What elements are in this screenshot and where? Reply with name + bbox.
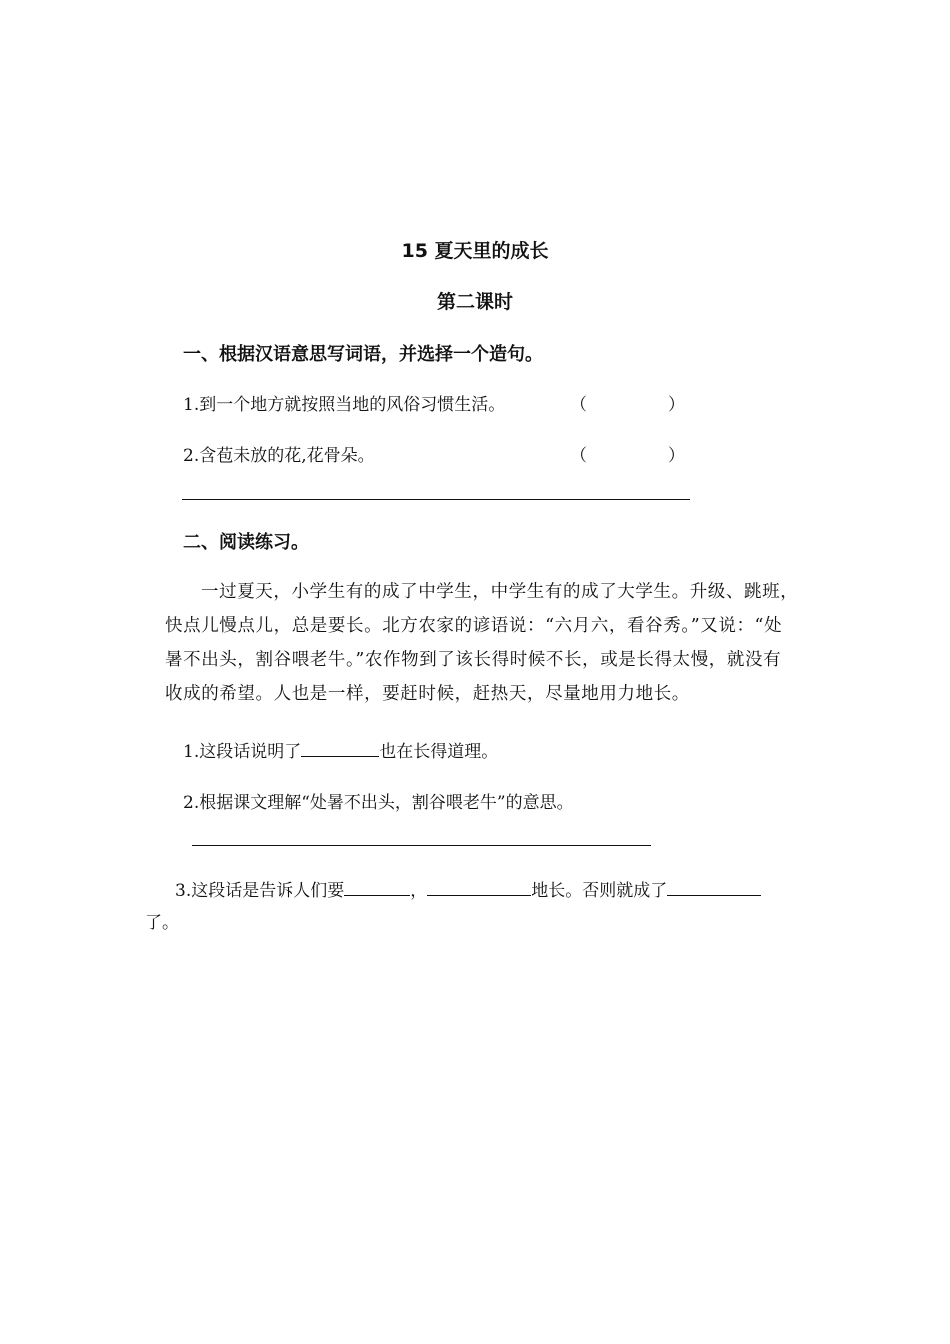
answer-blank	[427, 877, 531, 896]
section1-heading: 一、根据汉语意思写词语，并选择一个造句。	[183, 344, 543, 365]
sentence-answer-line	[182, 499, 690, 500]
answer-blank	[344, 877, 410, 896]
reading-passage	[165, 575, 815, 711]
passage-line: 一过夏天，小学生有的成了中学生，中学生有的成了大学生。升级、跳班，	[201, 582, 799, 602]
page-title: 15 夏天里的成长	[401, 240, 549, 262]
answer-paren-close-1: ）	[668, 395, 685, 415]
answer-blank	[301, 738, 379, 757]
answer-blank	[667, 877, 761, 896]
passage-line: 暑不出头，割谷喂老牛。”农作物到了该长得时候不长，或是长得太慢，就没有	[165, 650, 782, 670]
reading-question-1	[183, 737, 498, 762]
reading-question-3-end: 了。	[145, 913, 179, 933]
reading-question-3-comma: ，	[410, 881, 428, 901]
reading-question-3-part1: 3.这段话是告诉人们要	[175, 881, 345, 901]
section1-question-2: 2.含苞未放的花,花骨朵。	[183, 446, 375, 466]
reading-question-1-suffix: 也在长得道理。	[379, 742, 499, 762]
section1-question-1: 1.到一个地方就按照当地的风俗习惯生活。	[183, 395, 506, 415]
reading-question-1-prefix: 1.这段话说明了	[183, 742, 302, 762]
reading-answer-line	[192, 845, 651, 846]
passage-line: 快点儿慢点儿，总是要长。北方农家的谚语说：“六月六，看谷秀。”又说：“处	[165, 616, 783, 636]
answer-paren-close-2: ）	[668, 446, 685, 466]
section2-heading: 二、阅读练习。	[183, 532, 309, 553]
passage-line: 收成的希望。人也是一样，要赶时候，赶热天，尽量地用力地长。	[165, 684, 690, 704]
answer-paren-open-1: （	[570, 395, 587, 415]
reading-question-3-part2: 地长。否则就成了	[531, 881, 668, 901]
reading-question-3	[175, 876, 761, 901]
lesson-subtitle: 第二课时	[436, 291, 513, 313]
reading-question-2: 2.根据课文理解“处暑不出头，割谷喂老牛”的意思。	[183, 793, 574, 813]
answer-paren-open-2: （	[570, 446, 587, 466]
